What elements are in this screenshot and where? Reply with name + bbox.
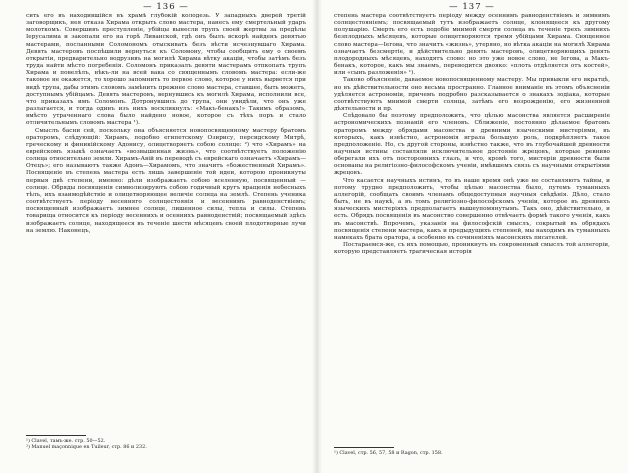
right-paragraph-3: Слѣдовало бы поэтому предположить, что цѣлью масонства является расширеніе астрономическихъ познаній его членовъ. Сближеніе, постоянно дѣлаемое братомъ ораторомъ между обрядами масонства и древними языческими мистеріями, въ которыхъ, какъ извѣстно, астрономія играла большую роль, подкрѣпляетъ такое предположеніе. Но, съ другой стороны, извѣстно также, что въ глубочайшей древности научныя истины составляли исключительное достояніе жрецовъ, которые ревниво оберегали ихъ отъ постороннихъ глазъ, и что, кромѣ того, мистеріи древности были основаны на религіозно-философскомъ ученіи, имѣвшемъ связь съ научными открытіями жрецовъ. <box>334 113 610 177</box>
left-page-body <box>26 13 306 431</box>
right-paragraph-5: Постараемся-же, съ ихъ помощью, проникнуть въ сокровенный смыслъ той аллегоріи, которую представляетъ трагическая исторія <box>334 242 610 256</box>
right-page-body <box>334 13 610 443</box>
left-footnote-rule <box>26 435 86 436</box>
right-paragraph-4: Что касается научныхъ истинъ, то въ наше время онѣ уже не составляютъ тайны, и потому трудно предположить, чтобы цѣлью масонства было, путемъ туманныхъ аллегорій, сообщать своимъ членамъ общедоступныя научныя свѣдѣнія. Дѣло, стало быть, не въ наукѣ, а въ томъ религіозно-философскомъ ученіи, которое въ древнихъ языческихъ мистеріяхъ предполагаетъ вышеупомянутымъ. Такъ оно, дѣйствительно, и есть. Обрядъ посвященія въ масонство совершенно отвѣчаетъ формѣ такого ученія, какъ въ масонствѣ. Впрочемъ, указанія на философскій смыслъ, сокрытый въ обрядахъ посвященія степени мастера, какъ и предыдущихъ степеней, мы находимъ въ туманныхъ намекахъ брата оратора, а особенно въ сочиненіяхъ масонскихъ писателей. <box>334 177 610 241</box>
left-paragraph-1: сить его въ находившійся въ храмѣ глубокій колодезь. У западныхъ дверей третій заговорщикъ, нея отказа Хирама открыть слово мастера, нанесъ ему смертельный ударъ молоткомъ. Совершивъ преступленіе, убійцы вынесли трупъ своей жертвы за предѣлы Іерусалима и закопали его на горѣ Ливанской, гдѣ онъ былъ вскорѣ найденъ девятью мастерами, посланными Соломономъ отыскивать безъ вѣсти исчезнувшаго Хирама. Девять мастеровъ поспѣшили вернуться къ Соломону, чтобы сообщить ему о своемъ открытіи, предварительно водрузивъ на могилѣ Хирама вѣтку акаціи, чтобы затѣмъ безъ труда найти мѣсто погребенія. Соломонъ приказалъ девяти мастерамъ отпкопать трупъ Хирама и повелѣлъ, нѣкъ-ли на всей вака со священнымъ словомъ мастера: если-же таковое не окажется, то хорошо запомнить то первое слово, которое у нихъ вырвется при видѣ трупа, дабы этимъ словомъ замѣнить прежнее слово мастера, ставшее, быть можетъ, доступнымъ убійцамъ. Девять мастеровъ, вернувшись къ могилѣ Хирама, исполнили все, что приказалъ имъ Соломонъ. Дотронувшись до трупа, они увидѣли, что онъ уже разлагается, и тогда одинъ изъ нихъ воскликнулъ: «Макъ-бенакъ!» Такимъ образомъ, вмѣсто утраченнаго слова было найдено новое, которое съ тѣхъ поръ и стало отличительнымъ словомъ мастера ¹). <box>26 13 306 127</box>
left-page-number: — 136 — <box>143 2 189 12</box>
right-footnote-rule <box>334 447 394 448</box>
book-gutter <box>312 0 322 473</box>
left-page <box>0 0 312 473</box>
right-paragraph-1: степень мастера соотвѣтствуетъ періоду между осеннимъ равноденствіемъ и зимнимъ солнцестояніемъ; посвящаемый тутъ изображаетъ солнце, клонящееся къ другому полушарію. Смерть его есть подобіе мнимой смерти солнца въ теченіе трехъ зимнихъ безплодныхъ мѣсяцевъ, которые олицетворяются тремя убійцами Хирама. Священное слово мастера—Іегова, что значитъ «жизнь», утеряно, но вѣтка акаціи на могилѣ Хирама означаетъ безсмертіе, и дѣйствительно девять мастеровъ, олицетворяющихъ девять плодородныхъ мѣсяцевъ, находятъ слово: но это уже новое слово, не Іегова, а Макъ-бенакъ, которое, какъ мы знаемъ, переводится двояко: «плоть отдѣляется отъ костей», или «сынъ разложенія» ¹). <box>334 13 610 77</box>
right-page <box>322 0 628 473</box>
left-footnote-1: ¹) Clavel, тамъ-же. стр. 50—52. <box>26 438 106 444</box>
left-paragraph-2: Смыслъ басни сей, поскольку она объясняется новопосвященному мастеру братомъ ораторомъ, слѣдующій: Хирамъ, подобно египетскому Озирису, персидскому Митрѣ, греческому и финикійскому Адонису, олицетворяетъ собою солнце: ²) что «Хирамъ» на еврейскомъ языкѣ означаетъ «возвышенная жизнь», что соотвѣтствуетъ положенію солнца относительно земли. Хирамъ-Авій въ переводѣ съ еврейскаго означаетъ «Хирамъ—Отецъ»; его называютъ также Адонъ—Хирамомъ, что значитъ «божественный Хирамъ». Посвященіе въ степень мастера есть лишь завершеніе той идеи, которою проникнуты первыя двѣ степени, именно: дѣли изображаетъ собою вселенную, посвященный — солнце. Обряды посвященія символизируютъ собою годичный кругъ вращенія небесныхъ тѣлъ, ихъ взаимодѣйствіе и олицетворяющее величіе солнца на землѣ. Степень ученика соотвѣтствуетъ періоду весенняго солнцестоянія и весеннимъ равноденствіемъ; посвященный изображаетъ зимнее солнце, лишенное силы, тепла и силы. Степень товарища относится къ періоду весеннихъ и осеннихъ равноденствій; посвящаемый здѣсь изображаетъ солнце, находящееся въ теченіе шести мѣсяцевъ своей плодотворные лучи на землю. Наконецъ, <box>26 127 306 234</box>
right-paragraph-2: Таково объясненіе, даваемое новопосвященному мастеру. Мы привыкли его вкратцѣ, но въ дѣйствительности оно весьма пространно. Главное вниманіе въ этомъ объясненіи удѣляется астрономіи, причемъ подробно разсказывается о знакахъ зодіака, которые соотвѣтствуютъ мнимой смерти солнца, затѣмъ его возрожденію, его жизненной дѣятельности и пр. <box>334 77 610 113</box>
right-page-number: — 137 — <box>449 2 495 12</box>
right-footnote-1: ¹) Clavel, стр. 56, 57, 58 и Ragon, стр. 158. <box>334 450 443 456</box>
left-footnote-2: ²) Manuel maçonnique en Tuileur, стр. 86 и 232. <box>26 444 147 450</box>
